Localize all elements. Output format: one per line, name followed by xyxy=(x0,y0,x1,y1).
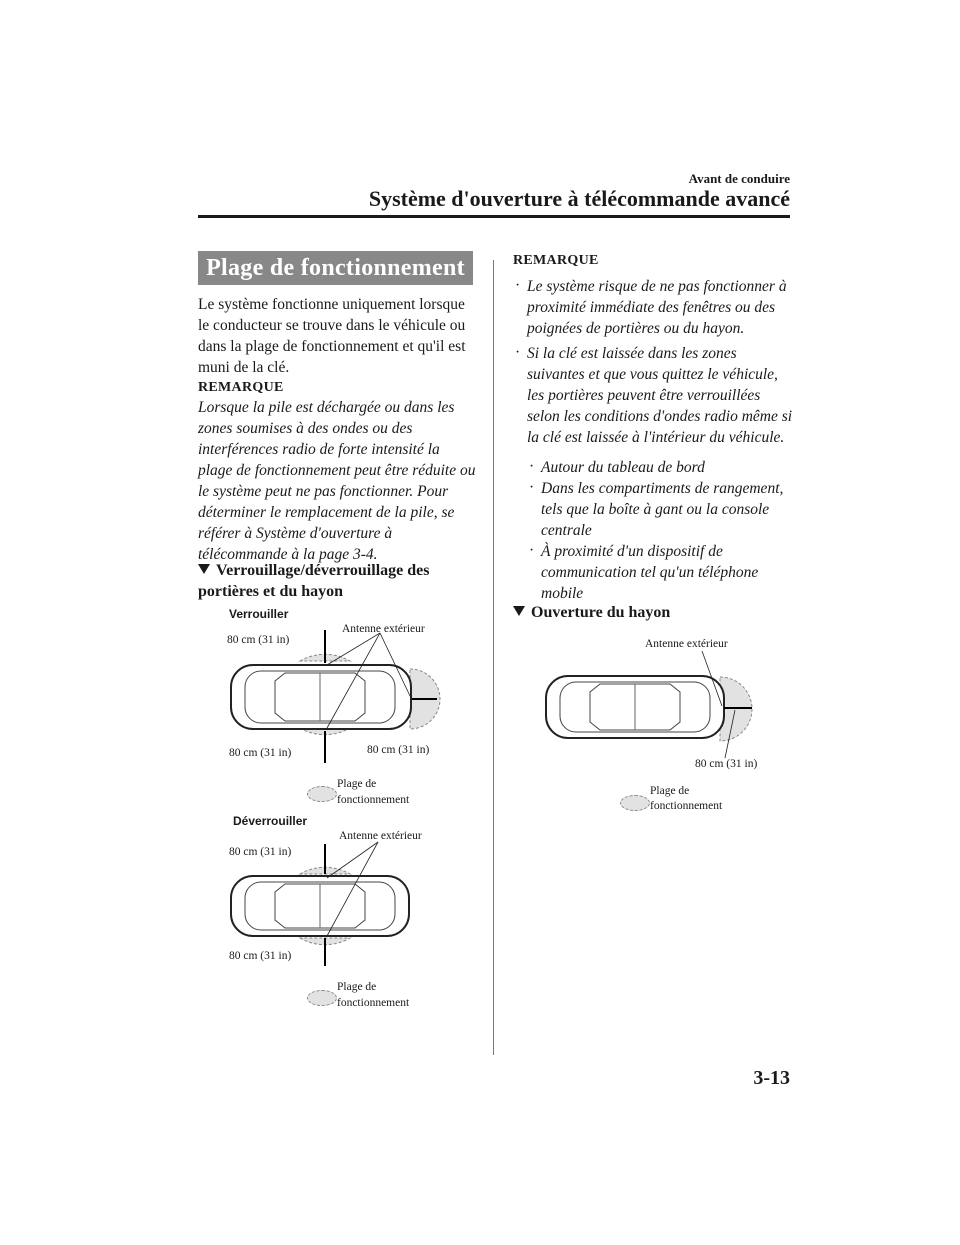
header-section-label: Avant de conduire xyxy=(688,171,790,186)
figure-lock-dist-bottom: 80 cm (31 in) xyxy=(229,747,292,759)
note-text: Lorsque la pile est déchargée ou dans les zones soumises à des ondes ou des interférences radio de forte intensité la plage de fonctionnement peut être réduite ou le système peut ne pas fonctionner. Pour déterminer le remplacement de la pile, se référer à Système d'ouverture à télécommande à la page 3-4. xyxy=(198,399,476,563)
intro-paragraph: Le système fonctionne uniquement lorsque le conducteur se trouve dans le véhicule ou dans la plage de fonctionnement et qu'il est muni de la clé. xyxy=(198,296,466,376)
page-number: 3-13 xyxy=(753,1067,790,1089)
note-title-right: REMARQUE xyxy=(513,253,599,268)
note-bullets xyxy=(513,276,793,452)
subhead-lock-unlock xyxy=(198,560,488,602)
figure-lock-legend-2: fonctionnement xyxy=(337,794,410,806)
list-item: · Autour du tableau de bord xyxy=(527,457,789,478)
subhead-hatch-text: Ouverture du hayon xyxy=(531,604,671,621)
figure-unlock-legend-2: fonctionnement xyxy=(337,997,410,1009)
figure-lock-antenna-label: Antenne extérieur xyxy=(342,623,425,635)
list-item: · À proximité d'un dispositif de communication tel qu'un téléphone mobile xyxy=(527,541,789,604)
figure-unlock-dist-bottom: 80 cm (31 in) xyxy=(229,950,292,962)
figure-hatch-antenna-label: Antenne extérieur xyxy=(645,638,728,650)
legend-swatch-hatch xyxy=(620,795,650,811)
figure-unlock-dist-top: 80 cm (31 in) xyxy=(229,846,292,858)
note-title: REMARQUE xyxy=(198,380,284,395)
figure-lock-dist-top: 80 cm (31 in) xyxy=(227,634,290,646)
figure-unlock-title: Déverrouiller xyxy=(233,814,308,828)
section-banner: Plage de fonctionnement xyxy=(198,251,473,285)
figure-hatch-legend-2: fonctionnement xyxy=(650,800,723,812)
header-rule xyxy=(198,215,790,218)
figure-lock xyxy=(215,603,485,813)
figure-lock-title: Verrouiller xyxy=(229,607,289,621)
list-item: · Le système risque de ne pas fonctionner à proximité immédiate des fenêtres ou des poignées de portières ou du hayon. xyxy=(513,276,793,339)
figure-unlock-legend-1: Plage de xyxy=(337,981,377,993)
legend-swatch-lock xyxy=(307,786,337,802)
list-item: · Dans les compartiments de rangement, tels que la boîte à gant ou la console centrale xyxy=(527,478,789,541)
column-divider xyxy=(493,260,494,1055)
figure-lock-dist-rear: 80 cm (31 in) xyxy=(367,744,430,756)
figure-hatch-dist-rear: 80 cm (31 in) xyxy=(695,758,758,770)
figure-unlock xyxy=(215,812,485,1017)
figure-hatch xyxy=(530,632,790,817)
subhead-hatch xyxy=(513,602,793,623)
figure-hatch-legend-1: Plage de xyxy=(650,785,690,797)
subhead-lock-unlock-text: Verrouillage/déverrouillage des portières et du hayon xyxy=(198,562,430,600)
page-title: Système d'ouverture à télécommande avancé xyxy=(368,186,790,211)
figure-unlock-antenna-label: Antenne extérieur xyxy=(339,830,422,842)
legend-swatch-unlock xyxy=(307,990,337,1006)
figure-lock-legend-1: Plage de xyxy=(337,778,377,790)
section-marker-icon xyxy=(513,606,525,616)
section-marker-icon xyxy=(198,564,210,574)
list-item: · Si la clé est laissée dans les zones suivantes et que vous quittez le véhicule, les portières peuvent être verrouillées selon les conditions d'ondes radio même si la clé est laissée à l'intérieur du véhicule. xyxy=(513,343,793,448)
note-sub-bullets xyxy=(527,457,789,604)
